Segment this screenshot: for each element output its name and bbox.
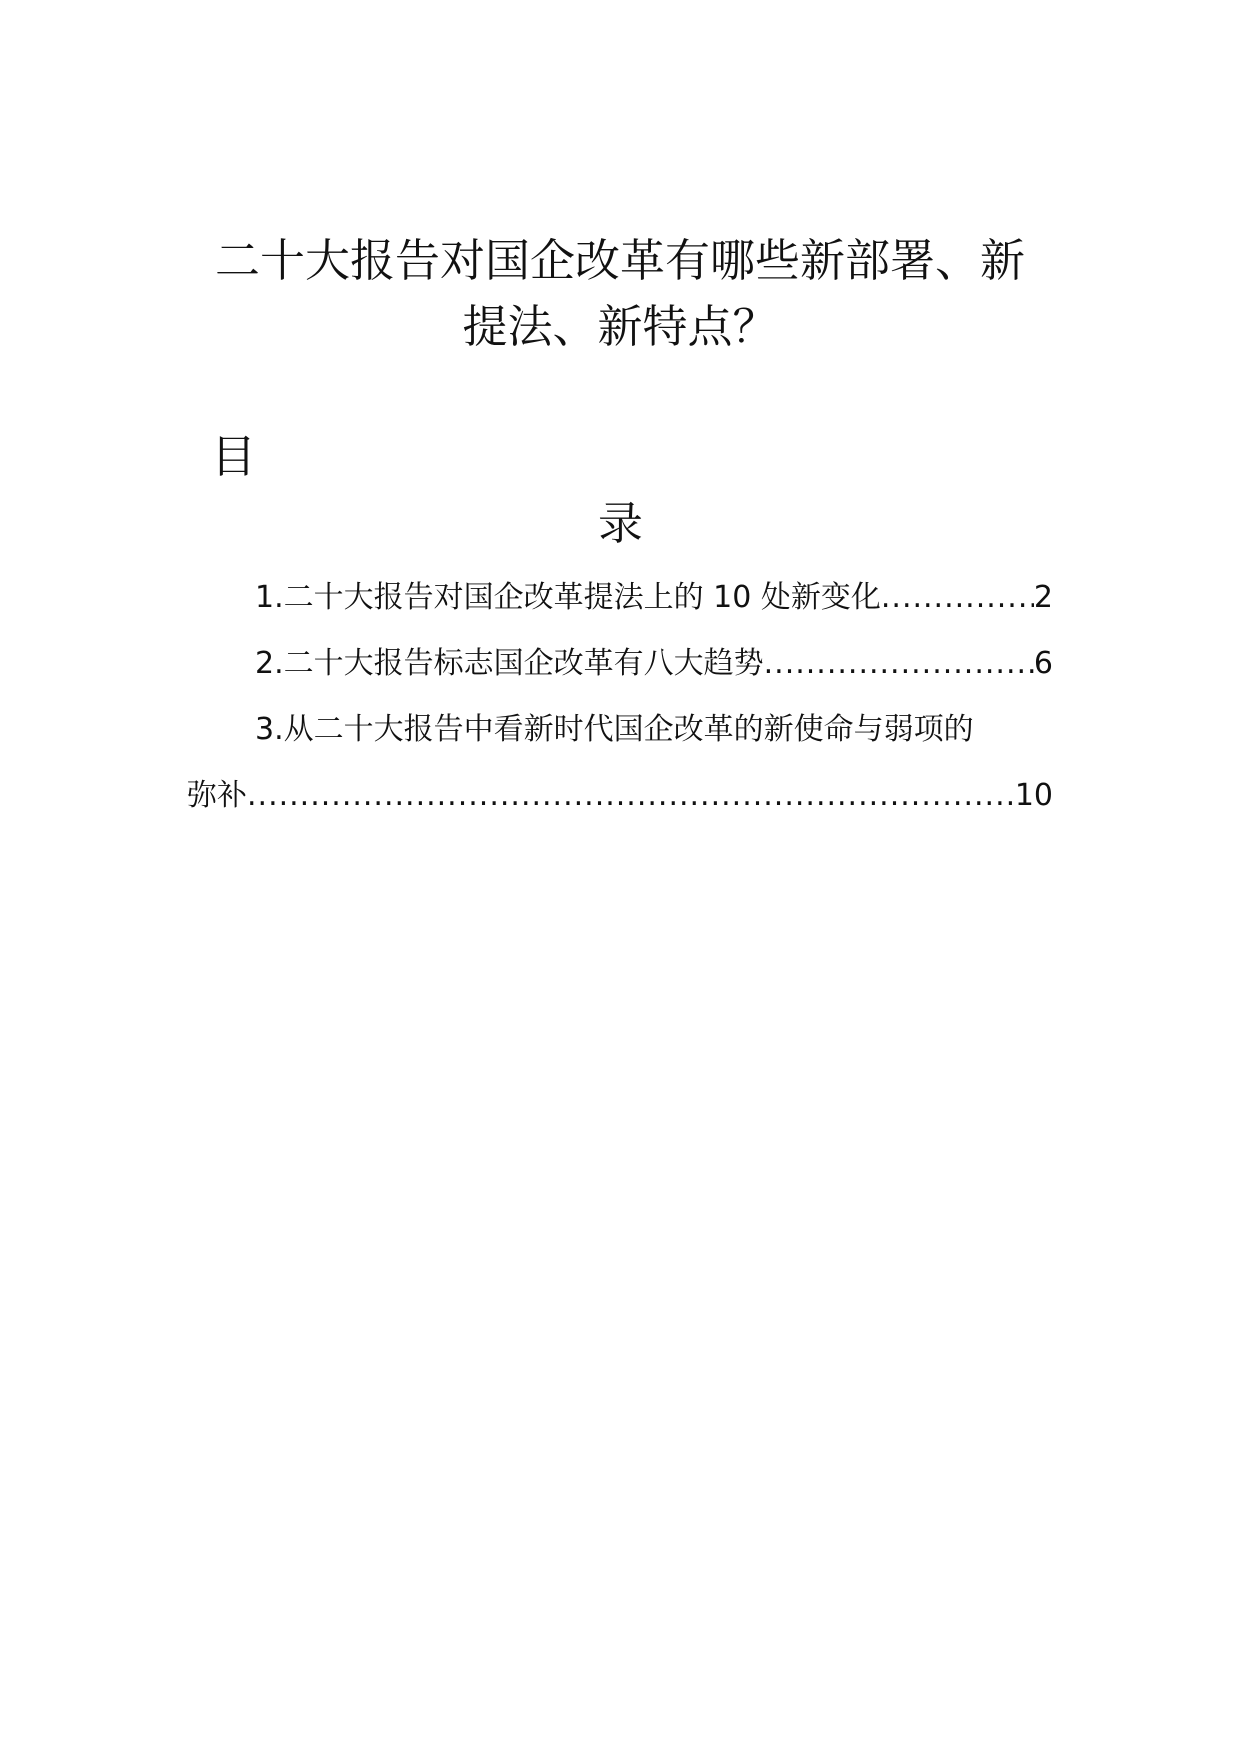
toc-leader-dots (764, 631, 1034, 697)
toc-leader-dots (247, 763, 1015, 829)
toc-heading-mu: 目 (211, 430, 257, 483)
toc-entry-2[interactable] (187, 631, 1053, 697)
table-of-contents (187, 565, 1053, 829)
document-title (190, 228, 1050, 360)
toc-entry-text[interactable]: 3.从二十大报告中看新时代国企改革的新使命与弱项的 (255, 712, 974, 747)
toc-entry-text[interactable]: 1.二十大报告对国企改革提法上的 10 处新变化 (255, 580, 881, 615)
toc-heading-lu: 录 (598, 497, 644, 550)
title-line-1: 二十大报告对国企改革有哪些新部署、新 (214, 234, 1025, 287)
toc-entry-text[interactable]: 弥补 (187, 778, 247, 813)
toc-entry-3-line-1[interactable] (187, 697, 1053, 763)
title-line-2: 提法、新特点？ (462, 300, 778, 353)
toc-entry-1[interactable] (187, 565, 1053, 631)
toc-page-number[interactable]: 10 (1014, 778, 1053, 813)
toc-entry-3-line-2[interactable] (187, 763, 1053, 829)
toc-page-number[interactable]: 2 (1033, 580, 1053, 615)
toc-entry-text[interactable]: 2.二十大报告标志国企改革有八大趋势 (255, 646, 764, 681)
toc-leader-dots (881, 565, 1034, 631)
toc-page-number[interactable]: 6 (1033, 646, 1053, 681)
